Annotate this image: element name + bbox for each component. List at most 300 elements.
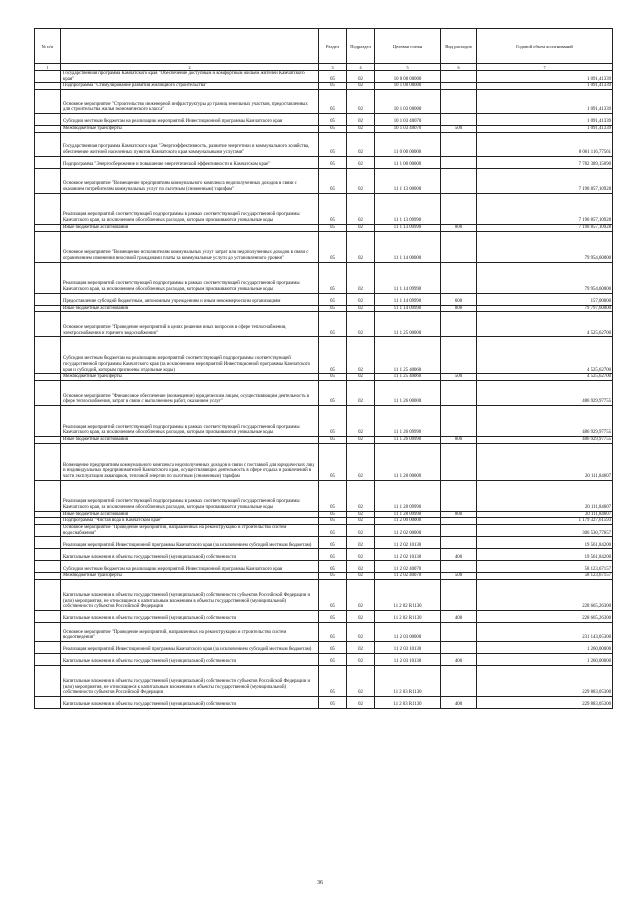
header-num: № п/п	[35, 29, 61, 64]
table-row	[35, 549, 613, 561]
cell-name: Капитальные вложения в объекты государственной (муниципальной) собственности субъектов Российской Федерации и (или) мероприятия, не относящиеся к капитальным вложениям в объекты государственной (муниципальной) собственности субъектов Российской Федерации	[61, 580, 319, 611]
column-number-row	[35, 64, 613, 71]
table-row	[35, 561, 613, 573]
cell-razdel: 05	[319, 573, 347, 580]
cell-target-article: 11 1 26 09990	[375, 436, 441, 443]
cell-amount: 4 525,62700	[477, 312, 613, 337]
cell-amount: 79 954,60000	[477, 262, 613, 293]
table-row	[35, 168, 613, 193]
budget-table	[34, 28, 613, 709]
cell-num	[35, 305, 61, 312]
cell-target-article: 11 2 02 R1130	[375, 580, 441, 611]
cell-razdel: 05	[319, 697, 347, 709]
cell-target-article: 10 1 03 00000	[375, 90, 441, 114]
table-row	[35, 436, 613, 443]
cell-amount: 4 525,62700	[477, 337, 613, 374]
table-row	[35, 654, 613, 666]
cell-podrazdel: 02	[347, 224, 375, 231]
cell-amount: 19 561,84200	[477, 549, 613, 561]
cell-target-article: 11 1 26 00000	[375, 380, 441, 405]
header-target-article: Целевая статья	[375, 29, 441, 64]
column-number: 4	[347, 64, 375, 71]
cell-name: Иные бюджетные ассигнования	[61, 436, 319, 443]
cell-amount: 1 179 327,61593	[477, 518, 613, 525]
cell-expense-type	[441, 71, 477, 83]
cell-expense-type	[441, 480, 477, 511]
cell-expense-type: 400	[441, 697, 477, 709]
cell-target-article: 11 2 02 R1130	[375, 611, 441, 623]
cell-num	[35, 697, 61, 709]
table-row	[35, 374, 613, 381]
table-row	[35, 480, 613, 511]
cell-razdel: 05	[319, 561, 347, 573]
cell-num	[35, 156, 61, 168]
cell-podrazdel: 02	[347, 623, 375, 642]
cell-target-article: 11 0 00 00000	[375, 132, 441, 156]
cell-target-article: 11 1 25 40060	[375, 374, 441, 381]
cell-podrazdel: 02	[347, 580, 375, 611]
cell-target-article: 11 2 02 10130	[375, 549, 441, 561]
cell-razdel: 05	[319, 293, 347, 305]
table-row	[35, 537, 613, 549]
table-row	[35, 405, 613, 436]
cell-num	[35, 623, 61, 642]
cell-num	[35, 525, 61, 537]
cell-amount: 1 091,41339	[477, 83, 613, 90]
table-row	[35, 132, 613, 156]
table-row	[35, 525, 613, 537]
cell-podrazdel: 02	[347, 231, 375, 262]
cell-razdel: 05	[319, 580, 347, 611]
cell-amount: 20 111,84607	[477, 480, 613, 511]
cell-podrazdel: 02	[347, 156, 375, 168]
cell-amount: 1 260,00000	[477, 642, 613, 654]
cell-name: Межбюджетные трансферты	[61, 126, 319, 133]
column-number: 3	[319, 64, 347, 71]
cell-razdel: 05	[319, 156, 347, 168]
column-number: 5	[375, 64, 441, 71]
cell-num	[35, 436, 61, 443]
cell-podrazdel: 02	[347, 114, 375, 126]
cell-name: Возмещение предприятиям коммунального комплекса недополученных доходов в связи с поставкой для юридических лиц и индивидуальных предпринимателей Камчатского края, осуществляющих деятельность в сфере отдыха и развлечений в части эксплуатации аквапарков, тепловой энергии по льготным (сниженным) тарифам	[61, 443, 319, 480]
table-row	[35, 262, 613, 293]
cell-razdel: 05	[319, 224, 347, 231]
cell-podrazdel: 02	[347, 480, 375, 511]
cell-podrazdel: 02	[347, 518, 375, 525]
cell-target-article: 11 1 14 09990	[375, 293, 441, 305]
cell-num	[35, 443, 61, 480]
cell-podrazdel: 02	[347, 511, 375, 518]
cell-razdel: 05	[319, 623, 347, 642]
cell-expense-type	[441, 90, 477, 114]
cell-amount: 20 111,84607	[477, 511, 613, 518]
cell-name: Государственная программа Камчатского края "Энергоэффективность, развитие энергетики и коммунального хозяйства, обеспечение жителей населенных пунктов Камчатского края коммунальными услугами"	[61, 132, 319, 156]
budget-table-sheet	[34, 28, 612, 709]
cell-num	[35, 654, 61, 666]
cell-expense-type	[441, 231, 477, 262]
cell-expense-type	[441, 380, 477, 405]
cell-podrazdel: 02	[347, 537, 375, 549]
cell-expense-type: 500	[441, 126, 477, 133]
cell-podrazdel: 02	[347, 666, 375, 697]
cell-amount: 7 190 857,10928	[477, 193, 613, 224]
cell-podrazdel: 02	[347, 573, 375, 580]
header-name	[61, 29, 319, 64]
cell-razdel: 05	[319, 90, 347, 114]
cell-amount: 4 525,62700	[477, 374, 613, 381]
cell-target-article: 11 1 14 00000	[375, 231, 441, 262]
cell-podrazdel: 02	[347, 90, 375, 114]
table-row	[35, 337, 613, 374]
cell-name: Субсидии местным бюджетам на реализацию мероприятий соответствующей подпрограммы соответствующей государственной программы Камчатского края (за исключением мероприятий Инвестиционной программы Камчатского края и субсидий, которым присвоены отдельные коды)	[61, 337, 319, 374]
cell-razdel: 05	[319, 71, 347, 83]
cell-amount: 229 883,05300	[477, 666, 613, 697]
cell-target-article: 11 2 02 40070	[375, 561, 441, 573]
cell-num	[35, 132, 61, 156]
cell-expense-type: 400	[441, 549, 477, 561]
cell-expense-type	[441, 114, 477, 126]
cell-expense-type: 800	[441, 224, 477, 231]
cell-name: Иные бюджетные ассигнования	[61, 511, 319, 518]
cell-target-article: 11 2 03 R1130	[375, 697, 441, 709]
cell-name: Основное мероприятие "Проведение мероприятий в целях решения иных вопросов в сфере теплоснабжения, электроснабжения и горячего водоснабжения"	[61, 312, 319, 337]
cell-razdel: 05	[319, 262, 347, 293]
cell-expense-type	[441, 337, 477, 374]
table-row	[35, 642, 613, 654]
cell-razdel: 05	[319, 193, 347, 224]
cell-razdel: 05	[319, 231, 347, 262]
cell-razdel: 05	[319, 83, 347, 90]
cell-num	[35, 511, 61, 518]
cell-name: Капитальные вложения в объекты государственной (муниципальной) собственности	[61, 697, 319, 709]
cell-expense-type	[441, 405, 477, 436]
cell-target-article: 11 1 13 00000	[375, 168, 441, 193]
cell-name: Государственная программа Камчатского края "Обеспечение доступным и комфортным жильем жителей Камчатского края"	[61, 71, 319, 83]
cell-name: Реализация мероприятий соответствующей подпрограммы в рамках соответствующей государственной программы Камчатского края, за исключением обособленных расходов, которым присваиваются уникальные коды	[61, 262, 319, 293]
cell-expense-type: 400	[441, 654, 477, 666]
cell-podrazdel: 02	[347, 525, 375, 537]
cell-expense-type	[441, 537, 477, 549]
cell-expense-type: 500	[441, 374, 477, 381]
cell-podrazdel: 02	[347, 193, 375, 224]
cell-podrazdel: 02	[347, 83, 375, 90]
cell-name: Реализация мероприятий соответствующей подпрограммы в рамках соответствующей государственной программы Камчатского края, за исключением обособленных расходов, которым присваиваются уникальные коды	[61, 193, 319, 224]
cell-name: Подпрограмма "Энергосбережение и повышение энергетической эффективности в Камчатском крае"	[61, 156, 319, 168]
cell-amount: 1 260,00000	[477, 654, 613, 666]
cell-amount: 228 665,26300	[477, 580, 613, 611]
cell-num	[35, 90, 61, 114]
cell-num	[35, 114, 61, 126]
cell-podrazdel: 02	[347, 305, 375, 312]
cell-amount: 231 143,05300	[477, 623, 613, 642]
cell-amount: 58 123,67157	[477, 573, 613, 580]
cell-podrazdel: 02	[347, 436, 375, 443]
cell-target-article: 11 2 03 00000	[375, 623, 441, 642]
cell-name: Межбюджетные трансферты	[61, 573, 319, 580]
cell-podrazdel: 02	[347, 262, 375, 293]
cell-target-article: 11 2 03 R1130	[375, 666, 441, 697]
table-row	[35, 697, 613, 709]
cell-num	[35, 561, 61, 573]
cell-num	[35, 83, 61, 90]
cell-target-article: 11 1 26 09990	[375, 405, 441, 436]
cell-razdel: 05	[319, 436, 347, 443]
table-row	[35, 193, 613, 224]
cell-target-article: 10 1 03 40070	[375, 126, 441, 133]
cell-expense-type: 800	[441, 436, 477, 443]
cell-expense-type	[441, 193, 477, 224]
cell-num	[35, 374, 61, 381]
cell-podrazdel: 02	[347, 126, 375, 133]
cell-target-article: 11 1 00 00000	[375, 156, 441, 168]
cell-expense-type	[441, 83, 477, 90]
cell-expense-type	[441, 168, 477, 193]
cell-expense-type	[441, 518, 477, 525]
cell-name: Основное мероприятие "Возмещение исполнителям коммунальных услуг затрат или недополученных доходов в связи с ограничением изменения вносимой гражданами платы за коммунальные услуги до установленного уровня"	[61, 231, 319, 262]
cell-target-article: 11 1 25 40060	[375, 337, 441, 374]
cell-amount: 1 091,41339	[477, 90, 613, 114]
cell-num	[35, 549, 61, 561]
cell-name: Субсидии местным бюджетам на реализацию мероприятий Инвестиционной программы Камчатского края	[61, 114, 319, 126]
cell-name: Реализация мероприятий соответствующей подпрограммы в рамках соответствующей государственной программы Камчатского края, за исключением обособленных расходов, которым присваиваются уникальные коды	[61, 480, 319, 511]
table-header-row	[35, 29, 613, 64]
cell-expense-type	[441, 666, 477, 697]
cell-target-article: 11 1 14 09990	[375, 305, 441, 312]
cell-podrazdel: 02	[347, 293, 375, 305]
cell-razdel: 05	[319, 525, 347, 537]
cell-podrazdel: 02	[347, 168, 375, 193]
cell-razdel: 05	[319, 374, 347, 381]
column-number: 1	[35, 64, 61, 71]
cell-podrazdel: 02	[347, 71, 375, 83]
table-row	[35, 305, 613, 312]
table-row	[35, 623, 613, 642]
cell-podrazdel: 02	[347, 405, 375, 436]
cell-amount: 157,00000	[477, 293, 613, 305]
cell-razdel: 05	[319, 132, 347, 156]
cell-num	[35, 573, 61, 580]
cell-target-article: 11 1 28 09990	[375, 511, 441, 518]
header-podrazdel: Подраздел	[347, 29, 375, 64]
table-row	[35, 580, 613, 611]
cell-num	[35, 666, 61, 697]
page-number: 36	[317, 880, 323, 886]
cell-name: Межбюджетные трансферты	[61, 374, 319, 381]
cell-num	[35, 312, 61, 337]
cell-name: Капитальные вложения в объекты государственной (муниципальной) собственности	[61, 654, 319, 666]
cell-name: Подпрограмма "Стимулирование развития жилищного строительства"	[61, 83, 319, 90]
cell-expense-type	[441, 623, 477, 642]
table-row	[35, 293, 613, 305]
cell-amount: 79 797,60000	[477, 305, 613, 312]
cell-target-article: 11 2 00 00000	[375, 518, 441, 525]
header-annual-amount: Годовой объем ассигнований	[477, 29, 613, 64]
table-row	[35, 71, 613, 83]
table-row	[35, 611, 613, 623]
header-razdel: Раздел	[319, 29, 347, 64]
column-number: 2	[61, 64, 319, 71]
cell-num	[35, 518, 61, 525]
table-row	[35, 443, 613, 480]
cell-amount: 7 782 389,15090	[477, 156, 613, 168]
cell-podrazdel: 02	[347, 611, 375, 623]
cell-razdel: 05	[319, 380, 347, 405]
cell-podrazdel: 02	[347, 380, 375, 405]
cell-target-article: 11 1 13 09990	[375, 224, 441, 231]
cell-target-article: 10 1 00 00000	[375, 83, 441, 90]
cell-razdel: 05	[319, 480, 347, 511]
cell-name: Капитальные вложения в объекты государственной (муниципальной) собственности субъектов Российской Федерации и (или) мероприятия, не относящиеся к капитальным вложениям в объекты государственной (муниципальной) собственности субъектов Российской Федерации	[61, 666, 319, 697]
cell-razdel: 05	[319, 654, 347, 666]
cell-expense-type	[441, 580, 477, 611]
cell-podrazdel: 02	[347, 697, 375, 709]
cell-podrazdel: 02	[347, 549, 375, 561]
cell-amount: 228 665,26300	[477, 611, 613, 623]
cell-name: Иные бюджетные ассигнования	[61, 224, 319, 231]
cell-amount: 1 091,41339	[477, 114, 613, 126]
cell-amount: 20 111,84607	[477, 443, 613, 480]
cell-expense-type	[441, 312, 477, 337]
cell-razdel: 05	[319, 312, 347, 337]
table-row	[35, 573, 613, 580]
cell-target-article: 11 2 03 10130	[375, 654, 441, 666]
cell-podrazdel: 02	[347, 561, 375, 573]
cell-name: Капитальные вложения в объекты государственной (муниципальной) собственности	[61, 549, 319, 561]
cell-name: Предоставление субсидий бюджетным, автономным учреждениям и иным некоммерческим организациям	[61, 293, 319, 305]
cell-name: Основное мероприятие "Строительство инженерной инфраструктуры до границ земельных участков, предоставленных для строительства жилья экономического класса"	[61, 90, 319, 114]
cell-expense-type	[441, 525, 477, 537]
cell-num	[35, 380, 61, 405]
cell-expense-type: 800	[441, 511, 477, 518]
cell-amount: 1 091,41339	[477, 71, 613, 83]
cell-razdel: 05	[319, 114, 347, 126]
cell-razdel: 05	[319, 168, 347, 193]
cell-name: Основное мероприятие "Финансовое обеспечение (возмещение) юридическим лицам, осуществляющим деятельность в сфере теплоснабжения, затрат в связи с выполнением работ, оказанием услуг"	[61, 380, 319, 405]
table-row	[35, 312, 613, 337]
table-row	[35, 380, 613, 405]
cell-razdel: 05	[319, 611, 347, 623]
cell-razdel: 05	[319, 518, 347, 525]
cell-podrazdel: 02	[347, 443, 375, 480]
table-row	[35, 231, 613, 262]
cell-amount: 58 123,67157	[477, 561, 613, 573]
cell-razdel: 05	[319, 549, 347, 561]
cell-amount: 306 530,77657	[477, 525, 613, 537]
cell-target-article: 11 2 02 10130	[375, 537, 441, 549]
table-row	[35, 518, 613, 525]
cell-amount: 8 061 116,77561	[477, 132, 613, 156]
cell-name: Реализация мероприятий соответствующей подпрограммы в рамках соответствующей государственной программы Камчатского края, за исключением обособленных расходов, которым присваиваются уникальные коды	[61, 405, 319, 436]
cell-podrazdel: 02	[347, 642, 375, 654]
cell-num	[35, 580, 61, 611]
cell-razdel: 05	[319, 443, 347, 480]
column-number: 6	[441, 64, 477, 71]
cell-name: Капитальные вложения в объекты государственной (муниципальной) собственности	[61, 611, 319, 623]
cell-podrazdel: 02	[347, 654, 375, 666]
cell-name: Иные бюджетные ассигнования	[61, 305, 319, 312]
cell-expense-type: 600	[441, 293, 477, 305]
cell-expense-type	[441, 642, 477, 654]
cell-target-article: 10 0 00 00000	[375, 71, 441, 83]
cell-razdel: 05	[319, 337, 347, 374]
cell-razdel: 05	[319, 126, 347, 133]
cell-amount: 79 954,60000	[477, 231, 613, 262]
cell-num	[35, 642, 61, 654]
cell-expense-type	[441, 561, 477, 573]
cell-razdel: 05	[319, 305, 347, 312]
cell-num	[35, 224, 61, 231]
cell-target-article: 11 2 02 00000	[375, 525, 441, 537]
cell-podrazdel: 02	[347, 337, 375, 374]
cell-num	[35, 337, 61, 374]
cell-num	[35, 126, 61, 133]
cell-expense-type	[441, 443, 477, 480]
cell-num	[35, 231, 61, 262]
cell-razdel: 05	[319, 642, 347, 654]
cell-num	[35, 480, 61, 511]
cell-amount: 486 929,97755	[477, 436, 613, 443]
cell-target-article: 11 1 28 00000	[375, 443, 441, 480]
cell-razdel: 05	[319, 405, 347, 436]
cell-num	[35, 537, 61, 549]
table-row	[35, 156, 613, 168]
cell-expense-type	[441, 156, 477, 168]
table-row	[35, 126, 613, 133]
cell-amount: 229 883,05300	[477, 697, 613, 709]
cell-amount: 7 190 857,10928	[477, 168, 613, 193]
cell-name: Реализация мероприятий Инвестиционной программы Камчатского края (за исключением субсидий местным бюджетам)	[61, 642, 319, 654]
table-body	[35, 71, 613, 709]
cell-podrazdel: 02	[347, 312, 375, 337]
cell-target-article: 10 1 03 40070	[375, 114, 441, 126]
cell-amount: 7 190 857,10928	[477, 224, 613, 231]
cell-num	[35, 262, 61, 293]
cell-num	[35, 168, 61, 193]
cell-razdel: 05	[319, 537, 347, 549]
table-row	[35, 511, 613, 518]
cell-expense-type: 500	[441, 573, 477, 580]
cell-amount: 1 091,41339	[477, 126, 613, 133]
cell-expense-type	[441, 262, 477, 293]
table-row	[35, 114, 613, 126]
cell-razdel: 05	[319, 511, 347, 518]
cell-razdel: 05	[319, 666, 347, 697]
cell-expense-type	[441, 132, 477, 156]
cell-target-article: 11 2 02 40070	[375, 573, 441, 580]
cell-name: Основное мероприятие "Проведение мероприятий, направленных на реконструкцию и строительство систем водоснабжения"	[61, 525, 319, 537]
table-row	[35, 83, 613, 90]
column-number: 7	[477, 64, 613, 71]
cell-num	[35, 193, 61, 224]
cell-target-article: 11 1 25 00000	[375, 312, 441, 337]
cell-name: Основное мероприятие "Проведение мероприятий, направленных на реконструкцию и строительство систем водоотведения"	[61, 623, 319, 642]
header-expense-type: Вид расходов	[441, 29, 477, 64]
cell-num	[35, 293, 61, 305]
cell-target-article: 11 2 03 10130	[375, 642, 441, 654]
cell-name: Реализация мероприятий Инвестиционной программы Камчатского края (за исключением субсидий местным бюджетам)	[61, 537, 319, 549]
cell-num	[35, 611, 61, 623]
cell-num	[35, 71, 61, 83]
cell-name: Подпрограмма "Чистая вода в Камчатском крае"	[61, 518, 319, 525]
table-row	[35, 666, 613, 697]
cell-name: Основное мероприятие "Возмещение предприятиям коммунального комплекса недополученных доходов в связи с оказанием потребителям коммунальных услуг по льготным (сниженным) тарифам"	[61, 168, 319, 193]
cell-num	[35, 405, 61, 436]
cell-podrazdel: 02	[347, 374, 375, 381]
cell-expense-type: 400	[441, 611, 477, 623]
cell-podrazdel: 02	[347, 132, 375, 156]
cell-name: Субсидии местным бюджетам на реализацию мероприятий Инвестиционной программы Камчатского края	[61, 561, 319, 573]
cell-target-article: 11 1 28 09990	[375, 480, 441, 511]
